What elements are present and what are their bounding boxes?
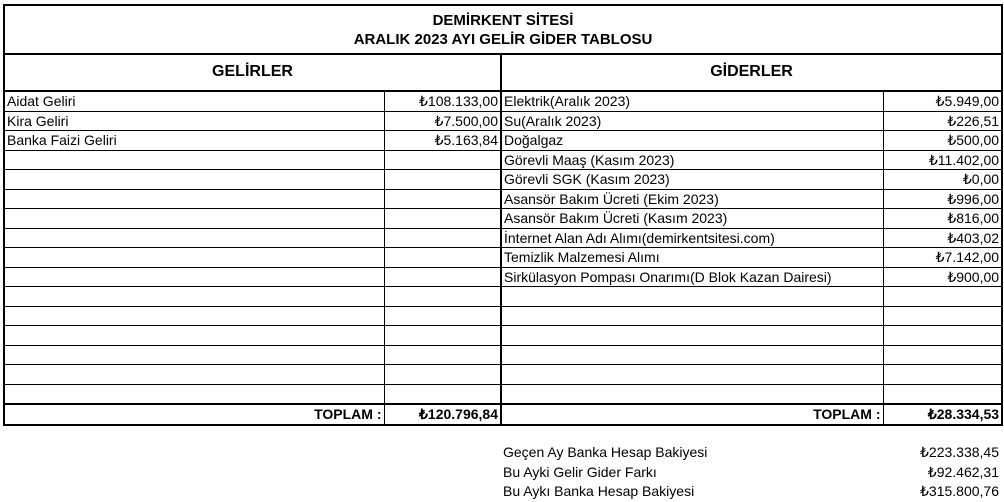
- site-name: DEMİRKENT SİTESİ: [432, 11, 574, 29]
- table-row: [4, 189, 1002, 209]
- summary-value: ₺92.462,31: [927, 463, 999, 480]
- income-label: [4, 170, 384, 190]
- title-row: [4, 5, 1002, 54]
- expense-amount: ₺900,00: [883, 267, 1002, 287]
- summary-row-current-balance: [503, 482, 1001, 502]
- expense-label: Temizlik Malzemesi Alımı: [501, 248, 883, 268]
- table-row: [4, 365, 1002, 385]
- table-row: [4, 209, 1002, 229]
- expense-amount: ₺816,00: [883, 209, 1002, 229]
- table-row: [4, 91, 1002, 111]
- income-header: GELİRLER: [4, 54, 501, 91]
- expense-label: [501, 326, 883, 346]
- table-row: [4, 111, 1002, 131]
- income-amount: [384, 228, 501, 248]
- income-amount: ₺5.163,84: [384, 131, 501, 151]
- expense-label: Görevli Maaş (Kasım 2023): [501, 150, 883, 170]
- income-amount: [384, 248, 501, 268]
- summary-label: Bu Ayki Gelir Gider Farkı: [503, 463, 657, 480]
- summary-value: ₺315.800,76: [920, 483, 999, 499]
- income-total-label: TOPLAM :: [4, 404, 384, 425]
- table-row: [4, 150, 1002, 170]
- expense-amount: [883, 326, 1002, 346]
- income-label: [4, 248, 384, 268]
- table-row: [4, 345, 1002, 365]
- table-row: [4, 248, 1002, 268]
- expense-amount: ₺5.949,00: [883, 91, 1002, 111]
- table-row: [4, 267, 1002, 287]
- expense-amount: [883, 345, 1002, 365]
- income-amount: [384, 209, 501, 229]
- income-amount: [384, 150, 501, 170]
- income-label: [4, 345, 384, 365]
- income-amount: ₺108.133,00: [384, 91, 501, 111]
- table-body: [4, 5, 1002, 425]
- income-amount: [384, 170, 501, 190]
- expense-label: Asansör Bakım Ücreti (Kasım 2023): [501, 209, 883, 229]
- income-amount: [384, 365, 501, 385]
- income-total: ₺120.796,84: [384, 404, 501, 425]
- income-label: [4, 189, 384, 209]
- expense-amount: [883, 384, 1002, 404]
- expense-total-label: TOPLAM :: [501, 404, 883, 425]
- income-label: [4, 306, 384, 326]
- expense-label: [501, 306, 883, 326]
- table-row: [4, 306, 1002, 326]
- expense-total: ₺28.334,53: [883, 404, 1002, 425]
- income-amount: [384, 267, 501, 287]
- income-label: [4, 365, 384, 385]
- expense-amount: ₺403,02: [883, 228, 1002, 248]
- expense-amount: ₺11.402,00: [883, 150, 1002, 170]
- income-amount: [384, 384, 501, 404]
- income-label: Kira Geliri: [4, 111, 384, 131]
- income-amount: ₺7.500,00: [384, 111, 501, 131]
- summary-label: Bu Aykı Banka Hesap Bakiyesi: [503, 483, 695, 499]
- table-row: [4, 228, 1002, 248]
- expense-label: Doğalgaz: [501, 131, 883, 151]
- expense-label: Görevli SGK (Kasım 2023): [501, 170, 883, 190]
- balance-summary: [503, 443, 1001, 502]
- summary-value: ₺223.338,45: [920, 444, 999, 460]
- expense-label: [501, 365, 883, 385]
- expense-header: GİDERLER: [501, 54, 1002, 91]
- expense-label: Sirkülasyon Pompası Onarımı(D Blok Kazan Dairesi): [501, 267, 883, 287]
- expense-label: [501, 384, 883, 404]
- table-row: [4, 287, 1002, 307]
- summary-label: Geçen Ay Banka Hesap Bakiyesi: [503, 444, 708, 460]
- income-label: [4, 209, 384, 229]
- income-label: [4, 326, 384, 346]
- income-amount: [384, 287, 501, 307]
- summary-row-previous-balance: [503, 443, 1001, 463]
- table-row: [4, 131, 1002, 151]
- table-title: ARALIK 2023 AYI GELİR GİDER TABLOSU: [353, 30, 653, 48]
- expense-amount: ₺226,51: [883, 111, 1002, 131]
- income-amount: [384, 189, 501, 209]
- income-label: [4, 267, 384, 287]
- expense-amount: ₺996,00: [883, 189, 1002, 209]
- income-amount: [384, 326, 501, 346]
- expense-amount: [883, 287, 1002, 307]
- expense-amount: ₺7.142,00: [883, 248, 1002, 268]
- income-label: Banka Faizi Geliri: [4, 131, 384, 151]
- expense-label: Asansör Bakım Ücreti (Ekim 2023): [501, 189, 883, 209]
- expense-amount: ₺0,00: [883, 170, 1002, 190]
- income-label: [4, 384, 384, 404]
- summary-row-difference: [503, 463, 1001, 483]
- income-amount: [384, 345, 501, 365]
- expense-label: [501, 287, 883, 307]
- totals-row: [4, 404, 1002, 425]
- expense-label: İnternet Alan Adı Alımı(demirkentsitesi.com): [501, 228, 883, 248]
- expense-label: Su(Aralık 2023): [501, 111, 883, 131]
- expense-amount: [883, 306, 1002, 326]
- income-amount: [384, 306, 501, 326]
- income-label: Aidat Geliri: [4, 91, 384, 111]
- title-cell: [4, 5, 1002, 54]
- table-row: [4, 384, 1002, 404]
- expense-amount: ₺500,00: [883, 131, 1002, 151]
- income-expense-sheet: [3, 4, 1001, 426]
- table-row: [4, 170, 1002, 190]
- income-label: [4, 150, 384, 170]
- income-label: [4, 228, 384, 248]
- expense-label: Elektrik(Aralık 2023): [501, 91, 883, 111]
- expense-label: [501, 345, 883, 365]
- expense-amount: [883, 365, 1002, 385]
- table-row: [4, 326, 1002, 346]
- section-header-row: [4, 54, 1002, 91]
- income-label: [4, 287, 384, 307]
- income-expense-table: [3, 4, 1003, 426]
